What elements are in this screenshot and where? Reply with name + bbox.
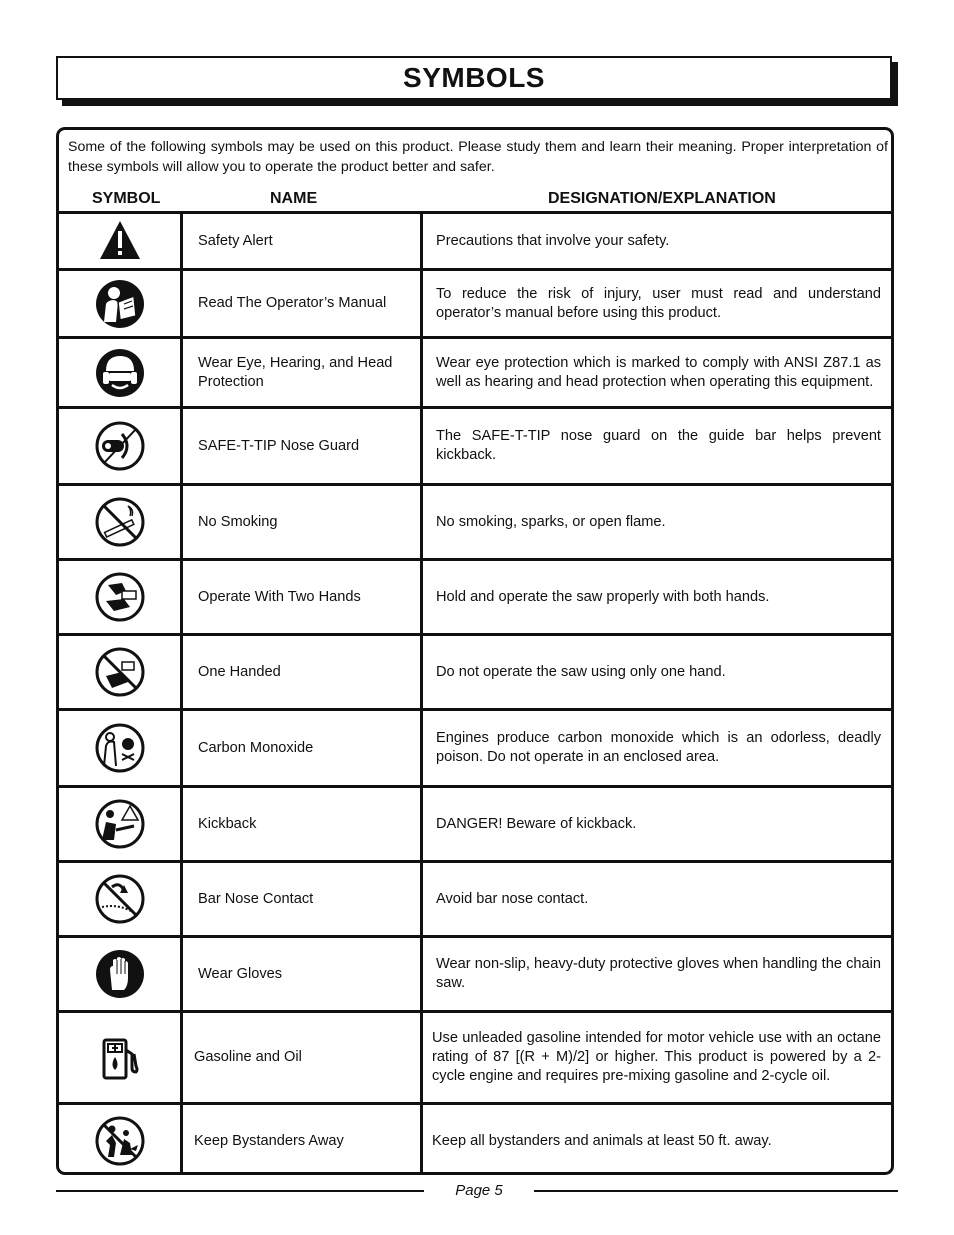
symbol-description: Precautions that involve your safety.	[436, 232, 670, 249]
read-manual-icon	[94, 278, 146, 330]
symbol-description: Wear eye protection which is marked to comply with ANSI Z87.1 as well as hearing and head protection when operating this equipment.	[436, 354, 881, 390]
gloves-icon	[94, 948, 146, 1000]
symbol-name: Keep Bystanders Away	[183, 1105, 423, 1175]
bar-nose-contact-icon	[94, 873, 146, 925]
page-number: Page 5	[455, 1182, 503, 1199]
kickback-icon	[94, 798, 146, 850]
symbol-cell	[59, 938, 183, 1010]
footer-divider-left	[56, 1190, 424, 1192]
symbol-cell	[59, 409, 183, 483]
table-row	[59, 1013, 891, 1105]
symbol-cell	[59, 711, 183, 785]
symbol-name: Operate With Two Hands	[183, 561, 423, 633]
column-header-designation: DESIGNATION/EXPLANATION	[548, 190, 776, 207]
title-banner	[56, 56, 892, 100]
symbol-cell	[59, 636, 183, 708]
symbol-name: Safety Alert	[183, 214, 423, 268]
table-row	[59, 271, 891, 339]
table-row	[59, 214, 891, 271]
two-hands-icon	[94, 571, 146, 623]
symbol-cell	[59, 271, 183, 336]
bystanders-away-icon	[94, 1115, 146, 1167]
symbols-table	[59, 211, 891, 1175]
column-header-name: NAME	[270, 190, 318, 207]
symbol-description: Hold and operate the saw properly with both hands.	[436, 588, 770, 605]
table-row	[59, 561, 891, 636]
symbol-name: One Handed	[183, 636, 423, 708]
symbol-cell	[59, 214, 183, 268]
table-row	[59, 1105, 891, 1175]
symbol-cell	[59, 561, 183, 633]
symbol-description: Use unleaded gasoline intended for motor vehicle use with an octane rating of 87 [(R + M)/2] or higher. This product is powered by a 2-cycle engine and requires pre-mixing gasoline and 2-cycle oil.	[432, 1030, 881, 1084]
table-row	[59, 409, 891, 486]
symbol-description: No smoking, sparks, or open flame.	[436, 513, 666, 530]
footer-divider-right	[534, 1190, 898, 1192]
symbol-cell	[59, 486, 183, 558]
symbol-description: Avoid bar nose contact.	[436, 890, 589, 907]
symbol-name: Read The Operator’s Manual	[183, 271, 423, 336]
safety-alert-icon	[94, 215, 146, 267]
symbol-cell	[59, 339, 183, 406]
symbol-description: The SAFE-T-TIP nose guard on the guide bar helps prevent kickback.	[436, 428, 881, 463]
table-row	[59, 636, 891, 711]
symbol-description: Wear non-slip, heavy-duty protective gloves when handling the chain saw.	[436, 956, 881, 991]
table-row	[59, 863, 891, 938]
table-row	[59, 339, 891, 409]
nose-guard-icon	[94, 420, 146, 472]
carbon-monoxide-icon	[94, 722, 146, 774]
table-row	[59, 486, 891, 561]
symbol-name: Bar Nose Contact	[183, 863, 423, 935]
symbol-name: SAFE-T-TIP Nose Guard	[183, 409, 423, 483]
table-row	[59, 711, 891, 788]
column-header-symbol: SYMBOL	[92, 190, 161, 207]
symbol-name: No Smoking	[183, 486, 423, 558]
symbol-description: DANGER! Beware of kickback.	[436, 815, 637, 832]
symbol-description: Engines produce carbon monoxide which is an odorless, deadly poison. Do not operate in an enclosed area.	[436, 730, 881, 765]
symbol-description: Do not operate the saw using only one hand.	[436, 663, 726, 680]
no-smoking-icon	[94, 496, 146, 548]
symbol-cell	[59, 1105, 183, 1175]
table-row	[59, 788, 891, 863]
fuel-pump-icon	[94, 1032, 146, 1084]
symbol-description: Keep all bystanders and animals at least 50 ft. away.	[432, 1132, 772, 1149]
symbol-name: Kickback	[183, 788, 423, 860]
intro-text: Some of the following symbols may be used on this product. Please study them and learn their meaning. Proper interpretation of these symbols will allow you to operate the product better and safer.	[68, 139, 888, 175]
symbol-cell	[59, 788, 183, 860]
symbol-name: Gasoline and Oil	[183, 1013, 423, 1102]
symbol-cell	[59, 1013, 183, 1102]
symbol-description: To reduce the risk of injury, user must read and understand operator’s manual before using this product.	[436, 285, 881, 321]
table-row	[59, 938, 891, 1013]
symbols-panel	[56, 127, 894, 1175]
symbol-name: Wear Gloves	[183, 938, 423, 1010]
symbol-cell	[59, 863, 183, 935]
one-handed-icon	[94, 646, 146, 698]
symbol-name: Wear Eye, Hearing, and Head Protection	[183, 339, 423, 406]
symbol-name: Carbon Monoxide	[183, 711, 423, 785]
eye-hearing-head-protection-icon	[94, 347, 146, 399]
page-title: SYMBOLS	[403, 62, 545, 93]
